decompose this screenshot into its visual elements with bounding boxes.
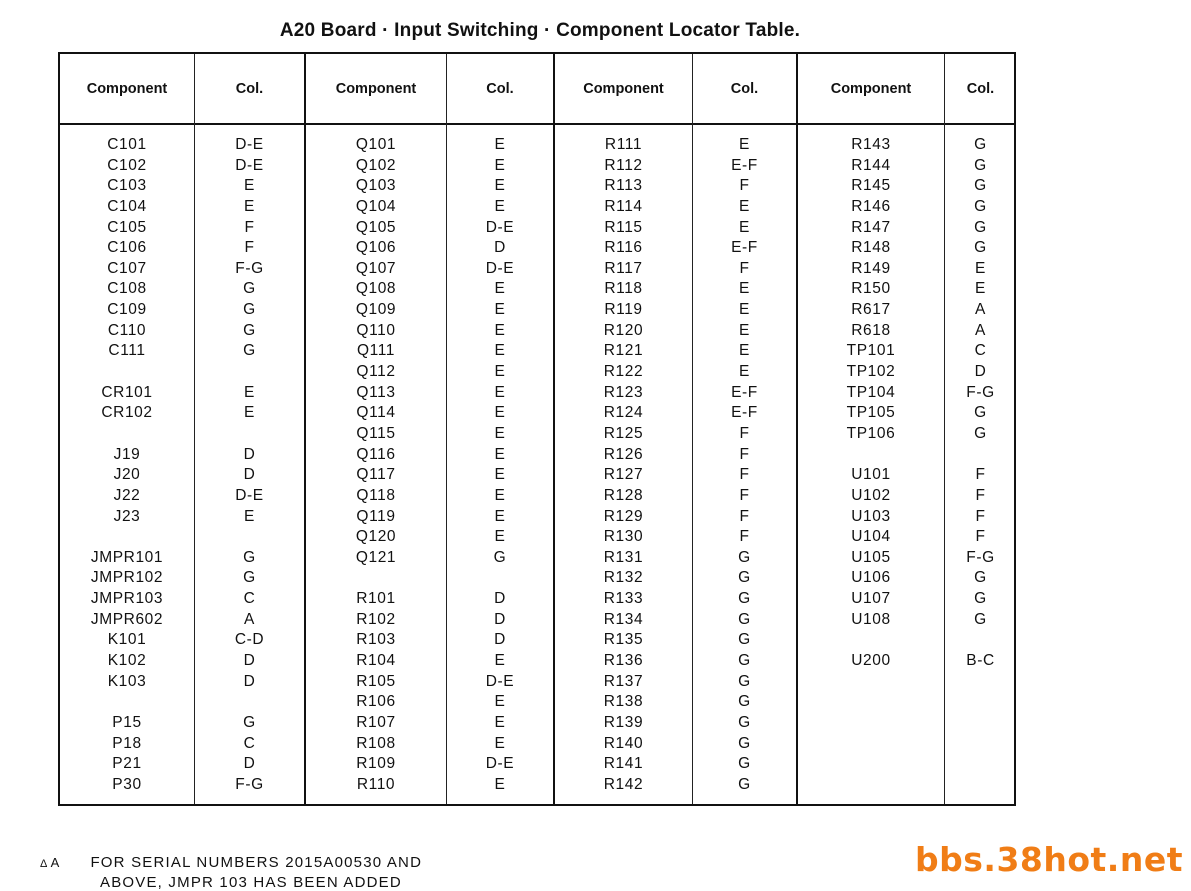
col-cell: D — [494, 610, 506, 628]
col-cell: F — [739, 528, 750, 546]
header-col-2: Col. — [486, 80, 514, 97]
col-cell: E — [739, 301, 750, 319]
col-cell: E — [494, 383, 506, 401]
col-cell: D — [494, 590, 506, 608]
component-cell: R126 — [603, 445, 644, 463]
col-cell: G — [493, 548, 507, 566]
header-component-3: Component — [583, 80, 664, 97]
component-cell: R145 — [851, 177, 891, 195]
col-cell: B-C — [966, 652, 995, 670]
col-cell: G — [974, 610, 987, 628]
component-cell: R139 — [603, 713, 644, 731]
component-cell: R141 — [603, 755, 644, 773]
component-cell: C101 — [107, 136, 147, 153]
component-cell: R122 — [603, 363, 644, 381]
component-cell: K102 — [107, 652, 147, 670]
component-cell: R114 — [604, 197, 643, 215]
component-cell: U103 — [851, 507, 891, 525]
col-cell: G — [974, 569, 987, 587]
col-cell: D — [494, 239, 506, 257]
component-cell: Q112 — [356, 363, 396, 381]
col-cell: C — [243, 734, 256, 752]
watermark: bbs.38hot.net — [915, 840, 1183, 879]
component-cell: Q105 — [355, 218, 397, 236]
col-cell: G — [738, 569, 751, 587]
col-cell: G — [738, 652, 751, 670]
component-cell: C103 — [107, 177, 147, 195]
col-cell: C-D — [234, 631, 265, 649]
col-cell: G — [243, 342, 256, 360]
component-cell: R134 — [603, 610, 644, 628]
col-cell: F — [975, 466, 986, 484]
component-cell: Q118 — [356, 486, 396, 504]
col-cell: D-E — [485, 218, 515, 236]
component-cell: C110 — [107, 321, 147, 339]
col-cell: G — [974, 218, 987, 236]
component-column-2 — [306, 135, 446, 796]
component-cell: Q114 — [356, 404, 396, 422]
col-cell: E — [494, 424, 506, 442]
col-cell: G — [738, 755, 751, 773]
component-cell: C102 — [107, 156, 147, 174]
col-cell: E — [494, 363, 506, 381]
col-cell: E — [244, 197, 255, 215]
component-cell: R111 — [604, 136, 643, 153]
component-cell: R140 — [603, 734, 644, 752]
col-cell: F — [739, 466, 750, 484]
col-cell: G — [974, 156, 987, 174]
component-cell: R136 — [603, 652, 644, 670]
component-cell: R113 — [604, 177, 643, 195]
col-cell: E — [494, 466, 506, 484]
col-cell: F — [975, 507, 986, 525]
component-column-4 — [798, 135, 944, 672]
component-cell: R106 — [356, 693, 396, 711]
col-cell: G — [738, 775, 751, 793]
component-cell: U107 — [851, 590, 891, 608]
col-cell — [447, 568, 553, 589]
component-cell: Q115 — [356, 424, 396, 442]
component-cell — [60, 527, 194, 548]
component-cell: U105 — [851, 548, 891, 566]
component-cell: C109 — [107, 301, 147, 319]
header-col-4: Col. — [966, 80, 995, 97]
component-cell: Q117 — [356, 466, 396, 484]
component-cell: R107 — [356, 713, 396, 731]
component-cell: TP105 — [846, 404, 896, 422]
component-cell: R105 — [356, 672, 396, 690]
col-cell: G — [974, 177, 987, 195]
component-cell: R137 — [603, 672, 644, 690]
component-cell: CR102 — [101, 404, 153, 422]
component-cell: C107 — [107, 259, 147, 277]
col-cell: G — [974, 197, 987, 215]
component-cell: R144 — [851, 156, 891, 174]
component-cell: C105 — [107, 218, 147, 236]
component-cell: R112 — [604, 156, 643, 174]
col-cell: E — [244, 177, 255, 195]
component-cell: U108 — [851, 610, 891, 628]
component-cell: R103 — [356, 631, 396, 649]
component-cell — [60, 692, 194, 713]
component-cell: U101 — [851, 466, 891, 484]
col-cell: E — [494, 136, 506, 153]
col-cell: E — [494, 775, 506, 793]
col-cell: E — [494, 342, 506, 360]
col-cell: F — [739, 445, 750, 463]
component-cell: Q113 — [356, 383, 396, 401]
component-cell — [60, 362, 194, 383]
component-locator-table — [58, 52, 1016, 806]
component-cell: R617 — [851, 301, 891, 319]
col-cell: C — [974, 342, 987, 360]
col-cell: F — [739, 424, 750, 442]
col-cell: G — [738, 693, 751, 711]
component-cell: R127 — [603, 466, 644, 484]
component-cell: R131 — [603, 548, 644, 566]
col-cell: G — [243, 569, 256, 587]
col-cell: G — [974, 136, 987, 153]
component-cell: Q110 — [356, 321, 396, 339]
col-cell: F — [739, 486, 750, 504]
col-cell: E-F — [731, 239, 758, 257]
component-cell: JMPR101 — [90, 548, 164, 566]
component-cell: R119 — [604, 301, 643, 319]
col-cell: G — [243, 548, 256, 566]
component-cell: C108 — [107, 280, 147, 298]
col-cell: F-G — [235, 259, 264, 277]
col-cell: E — [494, 280, 506, 298]
component-cell: P18 — [112, 734, 142, 752]
component-cell — [798, 630, 944, 651]
col-cell: E-F — [731, 383, 758, 401]
col-cell: D-E — [485, 259, 515, 277]
col-cell — [195, 692, 304, 713]
page-title: A20 Board · Input Switching · Component Locator Table. — [279, 20, 801, 41]
component-cell: R123 — [603, 383, 644, 401]
col-cell: E-F — [731, 404, 758, 422]
component-cell — [798, 445, 944, 466]
component-cell: J22 — [113, 486, 141, 504]
component-cell — [60, 424, 194, 445]
col-cell: E — [494, 197, 506, 215]
col-cell: D-E — [485, 755, 515, 773]
component-cell: TP104 — [846, 383, 896, 401]
col-cell: F-G — [966, 383, 995, 401]
col-cell — [945, 630, 1016, 651]
component-cell: P15 — [112, 713, 142, 731]
component-cell: Q120 — [355, 528, 397, 546]
col-cell: G — [738, 590, 751, 608]
footnote-marker: A — [50, 855, 61, 870]
col-cell: E — [739, 342, 750, 360]
component-cell: R104 — [356, 652, 396, 670]
col-cell: E-F — [731, 156, 758, 174]
component-cell: R115 — [604, 218, 643, 236]
header-component-4: Component — [830, 80, 912, 97]
col-cell: E — [494, 301, 506, 319]
component-cell: P21 — [112, 755, 142, 773]
component-cell: Q121 — [355, 548, 397, 566]
component-cell: CR101 — [101, 383, 153, 401]
col-cell: A — [975, 321, 986, 339]
col-cell: D-E — [235, 486, 264, 504]
component-column-3 — [555, 135, 692, 796]
header-component-1: Component — [86, 80, 168, 97]
component-cell: R118 — [604, 280, 643, 298]
component-cell: R148 — [851, 239, 891, 257]
col-cell: C — [243, 590, 256, 608]
component-cell: J23 — [113, 507, 141, 525]
col-cell: E — [494, 404, 506, 422]
col-cell: F — [244, 218, 255, 236]
col-cell: F — [739, 507, 750, 525]
col-cell: D-E — [235, 156, 264, 174]
header-component-2: Component — [335, 80, 417, 97]
col-cell: F — [975, 528, 986, 546]
delta-icon: Δ — [40, 858, 49, 870]
component-cell: Q103 — [355, 177, 397, 195]
col-column-4 — [945, 135, 1016, 672]
component-cell: R124 — [603, 404, 644, 422]
component-cell: R125 — [603, 424, 644, 442]
col-cell: F — [975, 486, 986, 504]
col-cell: E — [494, 528, 506, 546]
component-cell: K103 — [107, 672, 147, 690]
col-cell: D-E — [235, 136, 264, 153]
component-cell: R120 — [603, 321, 644, 339]
component-cell: C111 — [108, 342, 146, 360]
component-cell: R150 — [851, 280, 891, 298]
component-cell: Q107 — [355, 259, 397, 277]
component-cell: R117 — [604, 259, 643, 277]
component-cell: TP106 — [846, 424, 896, 442]
component-cell: U104 — [851, 528, 891, 546]
col-cell: G — [738, 631, 751, 649]
component-column-1 — [60, 135, 194, 796]
col-cell: E — [494, 486, 506, 504]
col-cell — [195, 527, 304, 548]
component-cell: R102 — [356, 610, 396, 628]
component-cell: Q108 — [355, 280, 397, 298]
component-cell: U200 — [851, 652, 891, 670]
component-cell: R109 — [356, 755, 396, 773]
col-cell: E — [739, 197, 750, 215]
col-cell: E — [494, 652, 506, 670]
col-cell: E — [494, 321, 506, 339]
col-cell: G — [243, 321, 256, 339]
footnote-continued: ABOVE, JMPR 103 HAS BEEN ADDED — [100, 874, 402, 891]
col-cell: E — [244, 404, 255, 422]
footnote — [40, 854, 423, 891]
component-cell: R116 — [604, 239, 643, 257]
component-cell: JMPR602 — [90, 610, 164, 628]
col-cell: G — [974, 239, 987, 257]
header-col-1: Col. — [235, 80, 264, 97]
col-cell: G — [243, 713, 256, 731]
col-cell: G — [738, 610, 751, 628]
component-cell: R110 — [356, 775, 396, 793]
col-cell: G — [243, 280, 256, 298]
col-cell: A — [975, 301, 986, 319]
col-cell: E — [244, 383, 255, 401]
component-cell: R135 — [603, 631, 644, 649]
component-cell: Q111 — [356, 342, 396, 360]
col-cell: E — [494, 713, 506, 731]
component-cell: Q102 — [355, 156, 397, 174]
component-cell: TP102 — [846, 363, 896, 381]
col-cell: D — [243, 672, 256, 690]
component-cell: R132 — [603, 569, 644, 587]
col-cell: E — [494, 734, 506, 752]
component-cell: R129 — [603, 507, 644, 525]
component-cell: U102 — [851, 486, 891, 504]
col-cell: G — [738, 734, 751, 752]
col-column-3 — [693, 135, 796, 796]
col-column-2 — [447, 135, 553, 796]
col-cell: F — [739, 259, 750, 277]
component-cell: Q116 — [356, 445, 396, 463]
col-cell: G — [974, 424, 987, 442]
col-cell: E — [244, 507, 255, 525]
col-cell: E — [975, 259, 986, 277]
component-cell: R149 — [851, 259, 891, 277]
col-cell: D — [243, 652, 256, 670]
col-cell: G — [974, 404, 987, 422]
component-cell: R146 — [851, 197, 891, 215]
col-cell: D-E — [485, 672, 515, 690]
col-cell: E — [975, 280, 986, 298]
col-cell: G — [974, 590, 987, 608]
col-cell: G — [243, 301, 256, 319]
col-cell: A — [244, 610, 255, 628]
col-cell: F — [739, 177, 750, 195]
col-cell — [195, 424, 304, 445]
col-cell: E — [494, 156, 506, 174]
component-cell: R130 — [603, 528, 644, 546]
col-cell: D — [243, 445, 256, 463]
component-cell: R128 — [603, 486, 644, 504]
component-cell: J20 — [113, 466, 141, 484]
col-cell: F — [244, 239, 255, 257]
component-cell: C106 — [107, 239, 147, 257]
component-cell: Q109 — [355, 301, 397, 319]
col-cell: E — [739, 136, 750, 153]
col-cell: G — [738, 713, 751, 731]
col-cell: F-G — [966, 548, 995, 566]
component-cell: JMPR103 — [90, 590, 164, 608]
component-cell: Q104 — [355, 197, 397, 215]
component-cell: R147 — [851, 218, 891, 236]
component-cell: C104 — [107, 197, 147, 215]
col-cell: E — [739, 363, 750, 381]
col-cell: G — [738, 548, 751, 566]
component-cell: Q106 — [355, 239, 397, 257]
col-cell: D — [494, 631, 506, 649]
col-cell: E — [739, 321, 750, 339]
component-cell: R133 — [603, 590, 644, 608]
col-cell: E — [739, 280, 750, 298]
component-cell: JMPR102 — [90, 569, 164, 587]
col-cell: D — [974, 363, 987, 381]
component-cell: R121 — [603, 342, 644, 360]
col-cell: D — [243, 755, 256, 773]
component-cell — [306, 568, 446, 589]
component-cell: Q101 — [355, 136, 397, 153]
col-cell: F-G — [235, 775, 264, 793]
col-cell: E — [494, 507, 506, 525]
col-cell: E — [739, 218, 750, 236]
component-cell: U106 — [851, 569, 891, 587]
component-cell: J19 — [113, 445, 141, 463]
component-cell: Q119 — [356, 507, 396, 525]
footnote-text: FOR SERIAL NUMBERS 2015A00530 AND — [90, 854, 423, 871]
component-cell: K101 — [107, 631, 147, 649]
header-divider — [60, 123, 1014, 125]
col-cell: E — [494, 177, 506, 195]
component-cell: P30 — [112, 775, 142, 793]
col-column-1 — [195, 135, 304, 796]
header-col-3: Col. — [730, 80, 759, 97]
component-cell: R143 — [851, 136, 891, 153]
component-cell: TP101 — [846, 342, 896, 360]
col-cell: D — [243, 466, 256, 484]
component-cell: R618 — [851, 321, 891, 339]
component-cell: R142 — [603, 775, 644, 793]
component-cell: R108 — [356, 734, 396, 752]
component-cell: R138 — [603, 693, 644, 711]
component-cell: R101 — [356, 590, 396, 608]
col-cell: G — [738, 672, 751, 690]
col-cell — [195, 362, 304, 383]
col-cell: E — [494, 445, 506, 463]
col-cell — [945, 445, 1016, 466]
col-cell: E — [494, 693, 506, 711]
